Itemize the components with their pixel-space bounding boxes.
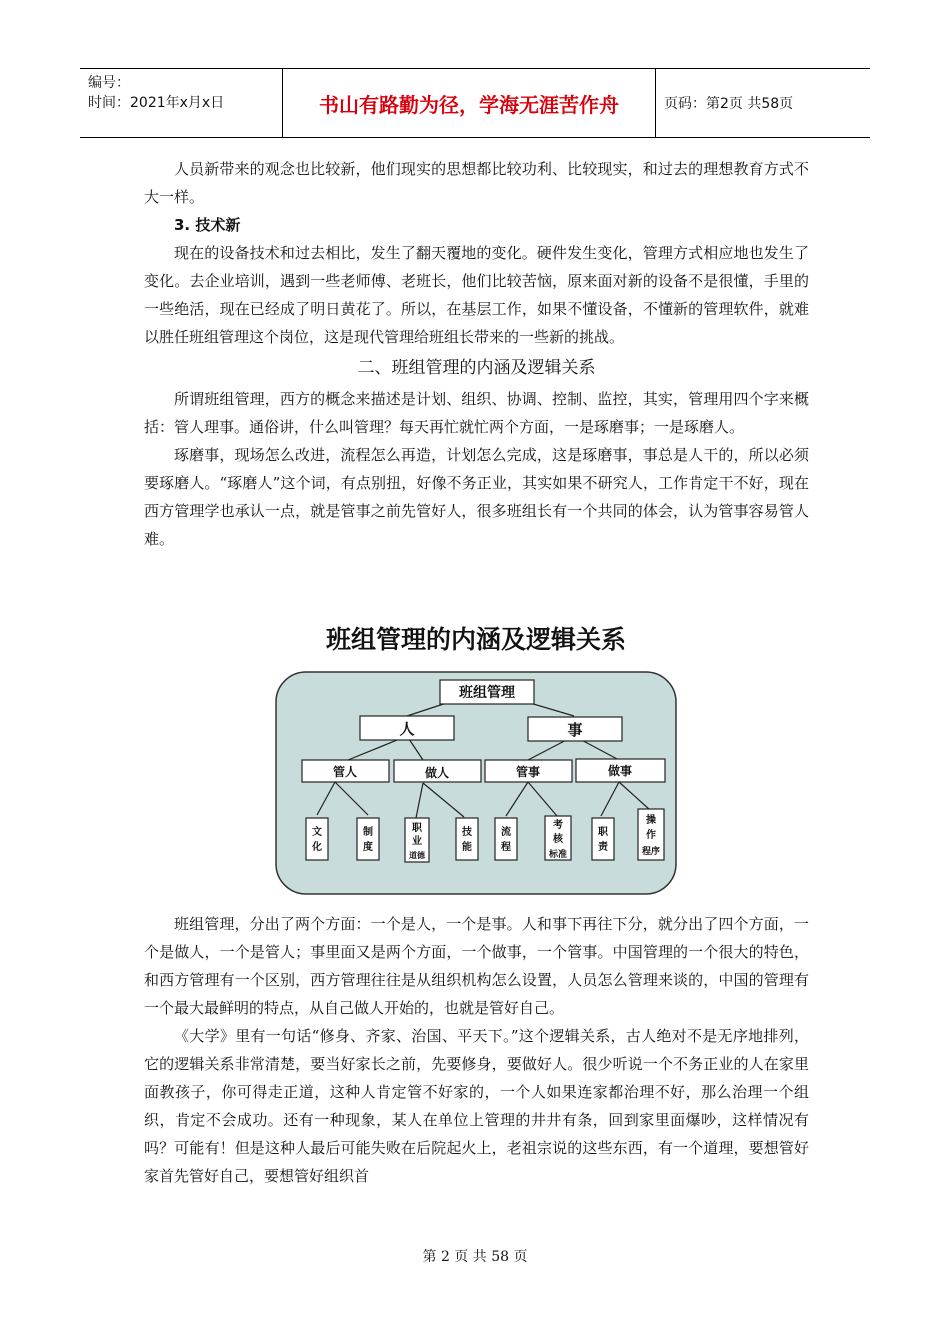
- node-root: 班组管理: [459, 685, 515, 701]
- document-body: [144, 155, 809, 553]
- leaf-procedure-line2: 作: [646, 830, 656, 841]
- node-affair: 事: [567, 721, 583, 739]
- paragraph: 《大学》里有一句话“修身、齐家、治国、平天下。”这个逻辑关系，古人绝对不是无序地排列，它的逻辑关系非常清楚，要当好家长之前，先要修身，要做好人。很少听说一个不务正业的人在家里面教孩子，你可得走正道，这种人肯定管不好家的，一个人如果连家都治理不好，那么治理一个组织，肯定不会成功。还有一种现象，某人在单位上管理的井井有条，回到家里面爆吵，这样情况有吗？可能有！但是这种人最后可能失败在后院起火上，老祖宗说的这些东西，有一个道理，要想管好家首先管好自己，要想管好组织首: [144, 1027, 809, 1185]
- leaf-ethics-line2: 业: [412, 836, 422, 847]
- node-manage-people: 管人: [332, 765, 358, 779]
- diagram-title: 班组管理的内涵及逻辑关系: [325, 625, 627, 654]
- leaf-assess-line2: 核: [553, 834, 563, 845]
- node-person: 人: [399, 720, 415, 738]
- leaf-duty-line2: 责: [598, 842, 608, 853]
- leaf-culture-line2: 化: [312, 842, 322, 853]
- leaf-system-line2: 度: [363, 842, 373, 853]
- leaf-culture-line1: 文: [312, 827, 322, 838]
- leaf-duty-box: [592, 818, 614, 860]
- header-motto: 书山有路勤为径，学海无涯苦作舟: [283, 69, 656, 137]
- leaf-process-box: [495, 818, 517, 860]
- time-label: 时间：2021年x月x日: [88, 95, 225, 111]
- leaf-skill-line1: 技: [462, 827, 472, 838]
- leaf-skill-line2: 能: [462, 842, 472, 853]
- leaf-system-box: [357, 818, 379, 860]
- paragraph: 人员新带来的观念也比较新，他们现实的思想都比较功利、比较现实，和过去的理想教育方式不大一样。: [144, 160, 809, 206]
- header-page-label: 页码：第2页 共58页: [664, 96, 794, 112]
- leaf-procedure-line1: 操: [646, 815, 656, 826]
- leaf-process-line1: 流: [501, 827, 511, 838]
- paragraph: 所谓班组管理，西方的概念来描述是计划、组织、协调、控制、监控，其实，管理用四个字来概括：管人理事。通俗讲，什么叫管理？每天再忙就忙两个方面，一是琢磨事；一是琢磨人。: [144, 390, 809, 436]
- document-body-continued: [144, 910, 809, 1190]
- leaf-skill-box: [456, 818, 478, 860]
- section-heading-tech: 3. 技术新: [174, 216, 241, 234]
- leaf-ethics-line3: 道德: [409, 851, 425, 860]
- node-be-person: 做人: [424, 766, 450, 780]
- leaf-assess-line1: 考: [553, 820, 563, 831]
- leaf-duty-line1: 职: [598, 827, 608, 838]
- page-header: [80, 68, 870, 138]
- leaf-system-line1: 制: [363, 827, 373, 838]
- paragraph: 琢磨事，现场怎么改进，流程怎么再造，计划怎么完成，这是琢磨事，事总是人干的，所以必须要琢磨人。“琢磨人”这个词，有点别扭，好像不务正业，其实如果不研究人，工作肯定干不好，现在西方管理学也承认一点，就是管事之前先管好人，很多班组长有一个共同的体会，认为管事容易管人难。: [144, 446, 809, 548]
- node-do-affairs: 做事: [607, 764, 633, 778]
- section-heading-two: 二、班组管理的内涵及逻辑关系: [357, 358, 596, 378]
- page-footer: 第 2 页 共 58 页: [422, 1249, 528, 1265]
- leaf-ethics-line1: 职: [412, 823, 422, 834]
- leaf-procedure-line3: 程序: [641, 847, 661, 857]
- paragraph: 现在的设备技术和过去相比，发生了翻天覆地的变化。硬件发生变化，管理方式相应地也发生了变化。去企业培训，遇到一些老师傅、老班长，他们比较苦恼，原来面对新的设备不是很懂，手里的一些绝活，现在已经成了明日黄花了。所以，在基层工作，如果不懂设备，不懂新的管理软件，就难以胜任班组管理这个岗位，这是现代管理给班组长带来的一些新的挑战。: [144, 244, 809, 346]
- leaf-assess-line3: 标准: [548, 850, 568, 860]
- leaf-process-line2: 程: [501, 842, 511, 853]
- number-label: 编号：: [88, 75, 130, 91]
- node-manage-affairs: 管事: [515, 765, 541, 779]
- paragraph: 班组管理，分出了两个方面：一个是人，一个是事。人和事下再往下分，就分出了四个方面，一个是做人，一个是管人；事里面又是两个方面，一个做事，一个管事。中国管理的一个很大的特色，和西方管理有一个区别，西方管理往往是从组织机构怎么设置，人员怎么管理来谈的，中国的管理有一个最大最鲜明的特点，从自己做人开始的，也就是管好自己。: [144, 915, 809, 1017]
- leaf-culture-box: [306, 818, 328, 860]
- org-diagram: [270, 620, 682, 896]
- header-meta: [80, 69, 283, 137]
